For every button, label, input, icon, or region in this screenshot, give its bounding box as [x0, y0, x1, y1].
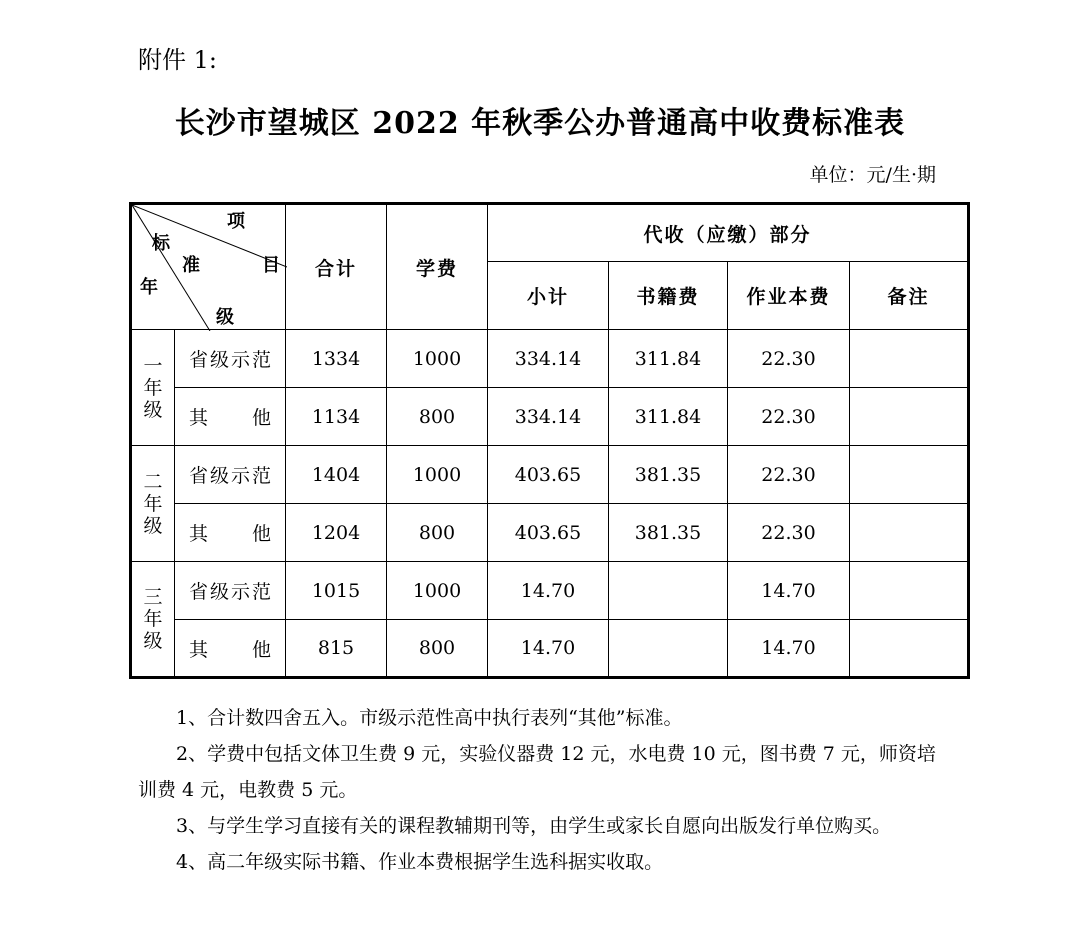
grade-char: 一 — [143, 354, 163, 377]
header-collected: 代收（应缴）部分 — [488, 204, 969, 262]
total-cell: 1334 — [286, 330, 387, 388]
header-total: 合计 — [286, 204, 387, 330]
tuition-cell: 1000 — [387, 330, 488, 388]
category-cell: 省级示范 — [175, 446, 286, 504]
note-item: 4、高二年级实际书籍、作业本费根据学生选科据实收取。 — [176, 851, 664, 873]
grade-cell — [131, 446, 175, 562]
remarks-cell — [850, 504, 969, 562]
attachment-label: 附件 1: — [138, 46, 217, 74]
workbook-cell: 22.30 — [728, 330, 850, 388]
tuition-cell: 1000 — [387, 562, 488, 620]
subtotal-cell: 403.65 — [488, 504, 609, 562]
workbook-cell: 22.30 — [728, 388, 850, 446]
books-cell: 381.35 — [609, 504, 728, 562]
books-cell: 311.84 — [609, 330, 728, 388]
category-cell: 省级示范 — [175, 562, 286, 620]
table-row — [131, 388, 969, 446]
grade-cell — [131, 562, 175, 678]
workbook-cell: 14.70 — [728, 562, 850, 620]
subtotal-cell: 334.14 — [488, 330, 609, 388]
grade-char: 级 — [143, 398, 163, 421]
grade-cell — [131, 330, 175, 446]
corner-label: 标 — [152, 233, 170, 254]
tuition-cell: 800 — [387, 504, 488, 562]
category-cell: 其 他 — [175, 388, 286, 446]
subtotal-cell: 403.65 — [488, 446, 609, 504]
table-row — [131, 446, 969, 504]
note-item: 3、与学生学习直接有关的课程教辅期刊等，由学生或家长自愿向出版发行单位购买。 — [176, 815, 892, 837]
corner-label: 项 — [227, 211, 245, 232]
notes — [138, 700, 938, 880]
corner-label: 目 — [262, 255, 280, 276]
header-remarks: 备注 — [850, 262, 969, 330]
remarks-cell — [850, 446, 969, 504]
remarks-cell — [850, 562, 969, 620]
remarks-cell — [850, 388, 969, 446]
tuition-cell: 1000 — [387, 446, 488, 504]
books-cell — [609, 620, 728, 678]
header-tuition: 学费 — [387, 204, 488, 330]
corner-label: 准 — [182, 255, 200, 276]
tuition-cell: 800 — [387, 388, 488, 446]
total-cell: 1015 — [286, 562, 387, 620]
books-cell: 381.35 — [609, 446, 728, 504]
grade-char: 三 — [143, 586, 163, 608]
category-cell: 省级示范 — [175, 330, 286, 388]
subtotal-cell: 14.70 — [488, 620, 609, 678]
subtotal-cell: 14.70 — [488, 562, 609, 620]
grade-char: 级 — [143, 630, 163, 652]
note-item: 1、合计数四舍五入。市级示范性高中执行表列“其他”标准。 — [176, 707, 683, 729]
workbook-cell: 22.30 — [728, 446, 850, 504]
page-title: 长沙市望城区 2022 年秋季公办普通高中收费标准表 — [174, 106, 906, 141]
workbook-cell: 14.70 — [728, 620, 850, 678]
grade-char: 级 — [143, 514, 163, 537]
header-corner-cell — [131, 204, 286, 330]
header-subtotal: 小计 — [488, 262, 609, 330]
unit-label: 单位：元/生·期 — [809, 164, 936, 186]
total-cell: 815 — [286, 620, 387, 678]
total-cell: 1134 — [286, 388, 387, 446]
table-row — [131, 330, 969, 388]
grade-char: 年 — [143, 492, 163, 515]
note-item: 2、学费中包括文体卫生费 9 元，实验仪器费 12 元，水电费 10 元，图书费 7 元，师资培训费 4 元，电教费 5 元。 — [138, 743, 936, 801]
fee-table — [129, 202, 970, 679]
header-books: 书籍费 — [609, 262, 728, 330]
remarks-cell — [850, 330, 969, 388]
category-cell: 其 他 — [175, 504, 286, 562]
books-cell: 311.84 — [609, 388, 728, 446]
header-workbook: 作业本费 — [728, 262, 850, 330]
total-cell: 1404 — [286, 446, 387, 504]
remarks-cell — [850, 620, 969, 678]
table-row — [131, 504, 969, 562]
table-row — [131, 562, 969, 620]
workbook-cell: 22.30 — [728, 504, 850, 562]
subtotal-cell: 334.14 — [488, 388, 609, 446]
category-cell: 其 他 — [175, 620, 286, 678]
grade-char: 二 — [143, 470, 163, 493]
tuition-cell: 800 — [387, 620, 488, 678]
table-row — [131, 620, 969, 678]
total-cell: 1204 — [286, 504, 387, 562]
grade-char: 年 — [143, 608, 163, 630]
books-cell — [609, 562, 728, 620]
corner-label: 年 — [140, 277, 158, 298]
grade-char: 年 — [143, 376, 163, 399]
corner-label: 级 — [216, 307, 234, 328]
